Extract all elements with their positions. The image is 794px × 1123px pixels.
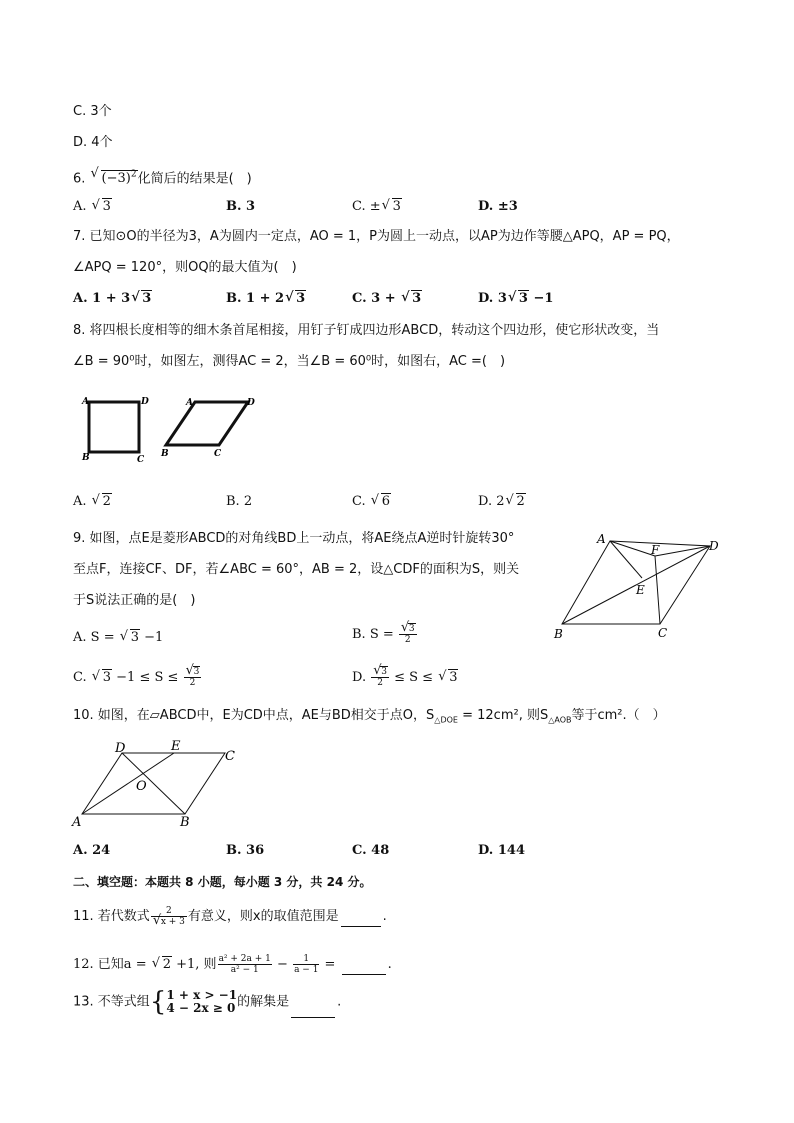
- q8-option-c: C. √ 6: [352, 493, 391, 511]
- q12-answer-blank[interactable]: [342, 956, 386, 975]
- q10-mid: = 12cm², 则S: [457, 708, 549, 723]
- q9-option-d: D. √ $\frac{3}{2}$ ≤ S ≤ √ 3: [352, 667, 458, 688]
- q10-option-c: C. 48: [352, 843, 390, 858]
- q8-rhombus-label-a: A: [186, 398, 193, 408]
- q10-text: 10. 如图，在▱ABCD中，E为CD中点，AE与BD相交于点O，S: [73, 708, 435, 723]
- q6-text: 化简后的结果是( ): [137, 171, 252, 187]
- q5-option-c: C. 3个: [73, 104, 112, 119]
- q10-label-c: C: [225, 749, 235, 764]
- q10-option-b: B. 36: [226, 843, 265, 858]
- q12-fraction-1: $\frac{\text{a² + 2a + 1}}{\text{a² − 1}}$: [218, 954, 271, 975]
- q9-stem-line2: 至点F，连接CF、DF，若∠ABC = 60°，AB = 2，设△CDF的面积为S，则关: [73, 562, 520, 577]
- q10-option-a: A. 24: [73, 843, 111, 858]
- q8-rhombus-label-d: D: [247, 398, 255, 408]
- q9-stem-line1: 9. 如图，点E是菱形ABCD的对角线BD上一动点，将AE绕点A逆时针旋转30°: [73, 531, 515, 546]
- q10-sub-doe: △DOE: [434, 715, 458, 725]
- q10-end: 等于cm².（ ）: [571, 708, 666, 723]
- q10-label-o: O: [136, 779, 147, 794]
- q6-option-a: A. √ 3: [73, 198, 112, 216]
- q8-rhombus-label-b: B: [161, 449, 169, 459]
- q13-pre: 13. 不等式组: [73, 994, 150, 1010]
- q9-label-c: C: [658, 626, 668, 640]
- q9-segment-df: [655, 546, 710, 556]
- q13-stem: 13. 不等式组{ 1 + x > −1 4 − 2x ≥ 0 的解集是 .: [73, 987, 342, 1017]
- q10-diagonal-bd: [122, 753, 185, 814]
- q10-label-e: E: [171, 739, 181, 754]
- q6-stem: [73, 166, 252, 188]
- q6-radicand: (−3): [101, 171, 131, 187]
- q9-label-a: A: [597, 532, 606, 546]
- q6-number: 6.: [73, 171, 90, 187]
- q8-figure: [74, 390, 264, 470]
- q9-stem-line3: 于S说法正确的是( ): [73, 593, 196, 608]
- q11-post: 有意义，则x的取值范围是: [187, 909, 339, 924]
- q8-rhombus-label-c: C: [214, 449, 222, 459]
- q7-option-d: D. 3√ 3 −1: [478, 290, 553, 308]
- q13-brace: {: [149, 987, 167, 1017]
- q9-label-f: F: [651, 543, 660, 557]
- q6-sqrt: [91, 166, 138, 188]
- q9-label-d: D: [709, 539, 719, 553]
- q8-option-b: B. 2: [226, 494, 253, 509]
- q6-option-d: D. ±3: [478, 199, 518, 214]
- q10-sub-aob: △AOB: [548, 715, 572, 725]
- q12-stem: 12. 已知a = √ 2 +1, 则 $\frac{\text{a² + 2a + 1}}{\text{a² − 1}}$ − $\frac{1}{a - 1}$ = .: [73, 954, 392, 975]
- q8-option-a: A. √ 2: [73, 493, 112, 511]
- section-2-heading: 二、填空题：本题共 8 小题，每小题 3 分，共 24 分。: [73, 875, 372, 889]
- q9-option-c: C. √ 3 −1 ≤ S ≤ √ $\frac{3}{2}$: [73, 667, 202, 688]
- q8-stem-line1: 8. 将四根长度相等的细木条首尾相接，用钉子钉成四边形ABCD，转动这个四边形，使它形状改变，当: [73, 323, 660, 338]
- q8-rhombus: [166, 402, 248, 445]
- q6-exponent: 2: [130, 170, 137, 180]
- q9-segment-cf: [655, 556, 660, 624]
- q10-stem: [73, 707, 666, 730]
- q13-post: 的解集是: [237, 994, 290, 1010]
- q8-square: [89, 402, 139, 452]
- q10-figure: [70, 738, 250, 828]
- q10-label-d: D: [115, 741, 126, 756]
- q7-stem-line2: ∠APQ = 120°，则OQ的最大值为( ): [73, 260, 297, 275]
- q11-answer-blank[interactable]: [341, 908, 381, 927]
- q8-square-label-b: B: [82, 453, 90, 463]
- q13-system: 1 + x > −1 4 − 2x ≥ 0: [166, 988, 238, 1015]
- q6-option-c: C. ±√ 3: [352, 198, 402, 216]
- q10-label-b: B: [180, 815, 190, 828]
- q9-option-b: B. S = √ $\frac{3}{2}$: [352, 624, 418, 645]
- q9-label-b: B: [554, 627, 563, 641]
- q8-option-d: D. 2√ 2: [478, 493, 526, 511]
- q8-square-label-d: D: [141, 397, 149, 407]
- q12-fraction-2: $\frac{1}{a - 1}$: [294, 954, 319, 975]
- q8-square-label-c: C: [137, 455, 145, 465]
- q8-stem-line2: ∠B = 90⁰时，如图左，测得AC = 2，当∠B = 60⁰时，如图右，AC =( ): [73, 354, 506, 369]
- q13-answer-blank[interactable]: [291, 989, 335, 1018]
- q11-pre: 11. 若代数式: [73, 909, 150, 924]
- q6-option-b: B. 3: [226, 199, 256, 214]
- q8-square-label-a: A: [82, 397, 89, 407]
- q5-option-d: D. 4个: [73, 135, 113, 150]
- q11-stem: 11. 若代数式 2 √ x + 3 有意义，则x的取值范围是 .: [73, 906, 387, 927]
- q9-figure: [552, 532, 732, 647]
- q9-option-a: A. S = √ 3 −1: [73, 629, 163, 647]
- q10-label-a: A: [72, 815, 82, 828]
- q7-option-c: C. 3 + √ 3: [352, 290, 422, 308]
- q10-segment-ae: [82, 753, 174, 814]
- q10-option-d: D. 144: [478, 843, 525, 858]
- q12-mid: +1, 则: [172, 957, 217, 972]
- q7-option-b: B. 1 + 2√ 3: [226, 290, 306, 308]
- q7-option-a: A. 1 + 3√ 3: [73, 290, 152, 308]
- q9-label-e: E: [636, 583, 645, 597]
- q11-fraction: 2 √ x + 3: [151, 906, 187, 927]
- q12-pre: 12. 已知a =: [73, 957, 151, 972]
- q7-stem-line1: 7. 已知⊙O的半径为3，A为圆内一定点，AO = 1，P为圆上一动点，以AP为边作等腰△APQ，AP = PQ，: [73, 229, 680, 244]
